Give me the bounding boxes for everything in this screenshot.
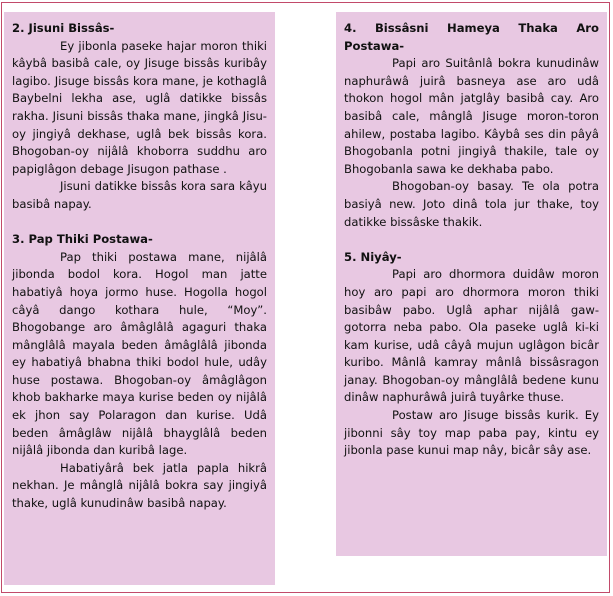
section-title: 4. Bissâsni Hameya Thaka Aro Postawa- bbox=[344, 21, 599, 53]
paragraph: Bhogoban-oy basay. Te ola potra basiyâ new. Joto dinâ tola jur thake, toy datikke bissâske thakik. bbox=[344, 179, 599, 229]
section-pap-thiki-postawa bbox=[12, 231, 267, 513]
section-title: 2. Jisuni Bissâs- bbox=[12, 21, 115, 35]
paragraph: Jisuni datikke bissâs kora sara kâyu basibâ napay. bbox=[12, 179, 267, 211]
paragraph: Papi aro dhormora duidâw moron hoy aro papi aro dhormora moron thiki basibâw pabo. Uglâ aphar nijâlâ gaw-gotorra neba pabo. Ola paseke uglâ ki-ki kam kurise, udâ câyâ mujun uglâgon bicâr kuribo. Mânlâ kamray mânlâ bissâsragon janay. Bhogoban-oy mânglâlâ bedene kunu dinâw naphurâwâ juirâ tuyârke thuse. bbox=[344, 267, 599, 405]
paragraph: Papi aro Suitânlâ bokra kunudinâw naphurâwâ juirâ basneya ase aro udâ thokon hogol mân jatglây basibâ cay. Aro basibâ cale, mânglâ Jisuge moron-toron ahilew, postaba lagibo. Kâybâ ses din pâyâ Bhogobanla potni jingiyâ thakile, tale oy Bhogobanla sawa ke dekhaba pabo. bbox=[344, 56, 599, 176]
right-column bbox=[336, 12, 607, 556]
section-niyay bbox=[344, 249, 599, 460]
section-jisuni-bissas bbox=[12, 20, 267, 214]
section-title: 5. Niyây- bbox=[344, 249, 402, 264]
left-column bbox=[4, 12, 275, 585]
paragraph: Habatiyârâ bek jatla papla hikrâ nekhan. Je mânglâ nijâlâ bokra say jingiyâ thake, uglâ kunudinâw basibâ napay. bbox=[12, 460, 267, 511]
section-bissasni-hameya bbox=[344, 20, 599, 231]
paragraph: Postaw aro Jisuge bissâs kurik. Ey jibonni sây toy map paba pay, kintu ey jibonla pase kunui map nây, bicâr sây ase. bbox=[344, 408, 599, 458]
section-title: 3. Pap Thiki Postawa- bbox=[12, 232, 153, 247]
paragraph: Pap thiki postawa mane, nijâlâ jibonda bodol kora. Hogol man jatte habatiyâ hoya jormo huse. Hogolla hogol câyâ dango kothara hule, “Moy”. Bhogobange aro âmâglâlâ agaguri thaka mânglâlâ mayala beden âmâglâlâ jibonda ey habatiyâ bhabna thiki bodol hule, udây huse postawa. Bhogoban-oy âmâglâgon khob bakharke maya kurise beden oy nijâlâ ek jhon say Polaragon dan kurise. Udâ beden âmâglâw nijâlâ bhayglâlâ beden nijâlâ jibonda dan kuribâ lage. bbox=[12, 249, 267, 458]
paragraph: Ey jibonla paseke hajar moron thiki kâybâ basibâ cale, oy Jisuge bissâs kuribây lagibo. Jisuge bissâs kora mane, je kothaglâ Baybelni lekha ase, uglâ datikke bissâs rakha. Jisuni bissâs thaka mane, jingkâ Jisu-oy jingiyâ dekhase, uglâ bek bissâs kora. Bhogoban-oy nijâlâ khoborra suddhu aro papiglâgon debage Jisugon pathase . bbox=[12, 38, 267, 176]
